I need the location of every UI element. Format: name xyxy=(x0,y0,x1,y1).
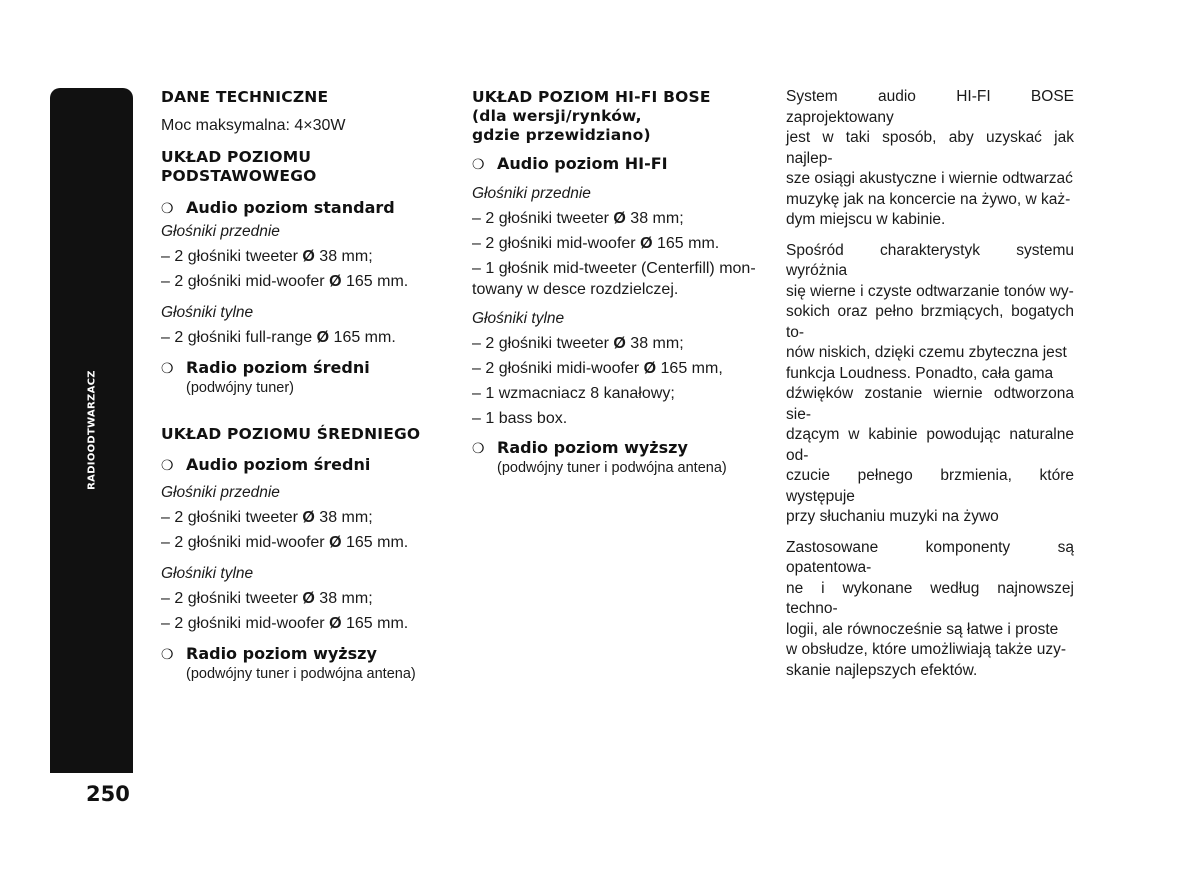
list-item: – 2 głośniki tweeter Ø 38 mm; xyxy=(161,248,373,265)
list-item: – 2 głośniki midi-woofer Ø 165 mm, xyxy=(472,360,723,377)
list-item: – 2 głośniki mid-woofer Ø 165 mm. xyxy=(161,534,409,551)
heading-mid-level: UKŁAD POZIOMU ŚREDNIEGO xyxy=(161,425,421,443)
list-item: – 1 głośnik mid-tweeter (Centerfill) mon- towany w desce rozdzielczej. xyxy=(472,260,756,298)
radio-high-note: (podwójny tuner i podwójna antena) xyxy=(497,460,727,476)
column-3 xyxy=(786,87,1074,681)
label-front-speakers: Głośniki przednie xyxy=(161,484,280,501)
list-item: – 2 głośniki tweeter Ø 38 mm; xyxy=(472,335,684,352)
paragraph-1: System audio HI-FI BOSE zaprojektowany jest w taki sposób, aby uzyskać jak najlep- sze osiągi akustyczne i wiernie odtwarzać muzykę jak na koncercie na żywo, w każ- dym miejscu w kabinie. xyxy=(786,88,1074,228)
label-rear-speakers: Głośniki tylne xyxy=(161,565,254,582)
label-rear-speakers: Głośniki tylne xyxy=(161,304,254,321)
list-item: – 1 bass box. xyxy=(472,410,568,427)
heading-technical-data: DANE TECHNICZNE xyxy=(161,88,329,106)
heading-basic-level: UKŁAD POZIOMU PODSTAWOWEGO xyxy=(161,148,317,185)
column-1 xyxy=(161,86,451,684)
subheading-audio-hifi: ❍ Audio poziom HI-FI xyxy=(472,154,668,173)
list-item: – 2 głośniki mid-woofer Ø 165 mm. xyxy=(161,615,409,632)
subheading-audio-mid: ❍ Audio poziom średni xyxy=(161,455,371,474)
chapter-label: RADIOODTWARZACZ xyxy=(86,370,98,490)
list-item: – 2 głośniki tweeter Ø 38 mm; xyxy=(161,509,373,526)
list-item: – 2 głośniki mid-woofer Ø 165 mm. xyxy=(472,235,720,252)
paragraph-3: Zastosowane komponenty są opatentowa- ne i wykonane według najnowszej techno- logii, ale równocześnie są łatwe i proste w obsłudze, które umożliwiają także uzy- skanie najlepszych efektów. xyxy=(786,538,1074,679)
circle-bullet-icon: ❍ xyxy=(161,361,174,377)
circle-bullet-icon: ❍ xyxy=(472,441,485,457)
page-number: 250 xyxy=(86,782,130,806)
circle-bullet-icon: ❍ xyxy=(161,201,174,217)
list-item: – 2 głośniki mid-woofer Ø 165 mm. xyxy=(161,273,409,290)
label-front-speakers: Głośniki przednie xyxy=(472,185,591,202)
subheading-radio-high: ❍ Radio poziom wyższy xyxy=(161,644,377,663)
list-item: – 2 głośniki tweeter Ø 38 mm; xyxy=(472,210,684,227)
paragraph-2: Spośród charakterystyk systemu wyróżnia się wierne i czyste odtwarzanie tonów wy- sokich oraz pełno brzmiących, bogatych to- nów niskich, dzięki czemu zbyteczna jest funkcja Loudness. Ponadto, cała gama dźwięków zostanie wiernie odtworzona sie- dzącym w kabinie powodując naturalne od- czucie pełnego brzmienia, które występuje przy słuchaniu muzyki na żywo xyxy=(786,241,1074,525)
subheading-radio-high: ❍ Radio poziom wyższy xyxy=(472,438,688,457)
subheading-radio-mid: ❍ Radio poziom średni xyxy=(161,358,370,377)
list-item: – 2 głośniki tweeter Ø 38 mm; xyxy=(161,590,373,607)
circle-bullet-icon: ❍ xyxy=(161,458,174,474)
radio-high-note: (podwójny tuner i podwójna antena) xyxy=(186,666,416,682)
radio-mid-note: (podwójny tuner) xyxy=(186,380,294,396)
list-item: – 1 wzmacniacz 8 kanałowy; xyxy=(472,385,675,402)
list-item: – 2 głośniki full-range Ø 165 mm. xyxy=(161,329,396,346)
label-front-speakers: Głośniki przednie xyxy=(161,223,280,240)
heading-hifi-bose: UKŁAD POZIOM HI-FI BOSE (dla wersji/rynków, gdzie przewidziano) xyxy=(472,88,711,144)
column-2 xyxy=(472,86,764,478)
circle-bullet-icon: ❍ xyxy=(161,647,174,663)
label-rear-speakers: Głośniki tylne xyxy=(472,310,565,327)
circle-bullet-icon: ❍ xyxy=(472,157,485,173)
subheading-audio-standard: ❍ Audio poziom standard xyxy=(161,198,395,217)
max-power: Moc maksymalna: 4×30W xyxy=(161,117,346,134)
